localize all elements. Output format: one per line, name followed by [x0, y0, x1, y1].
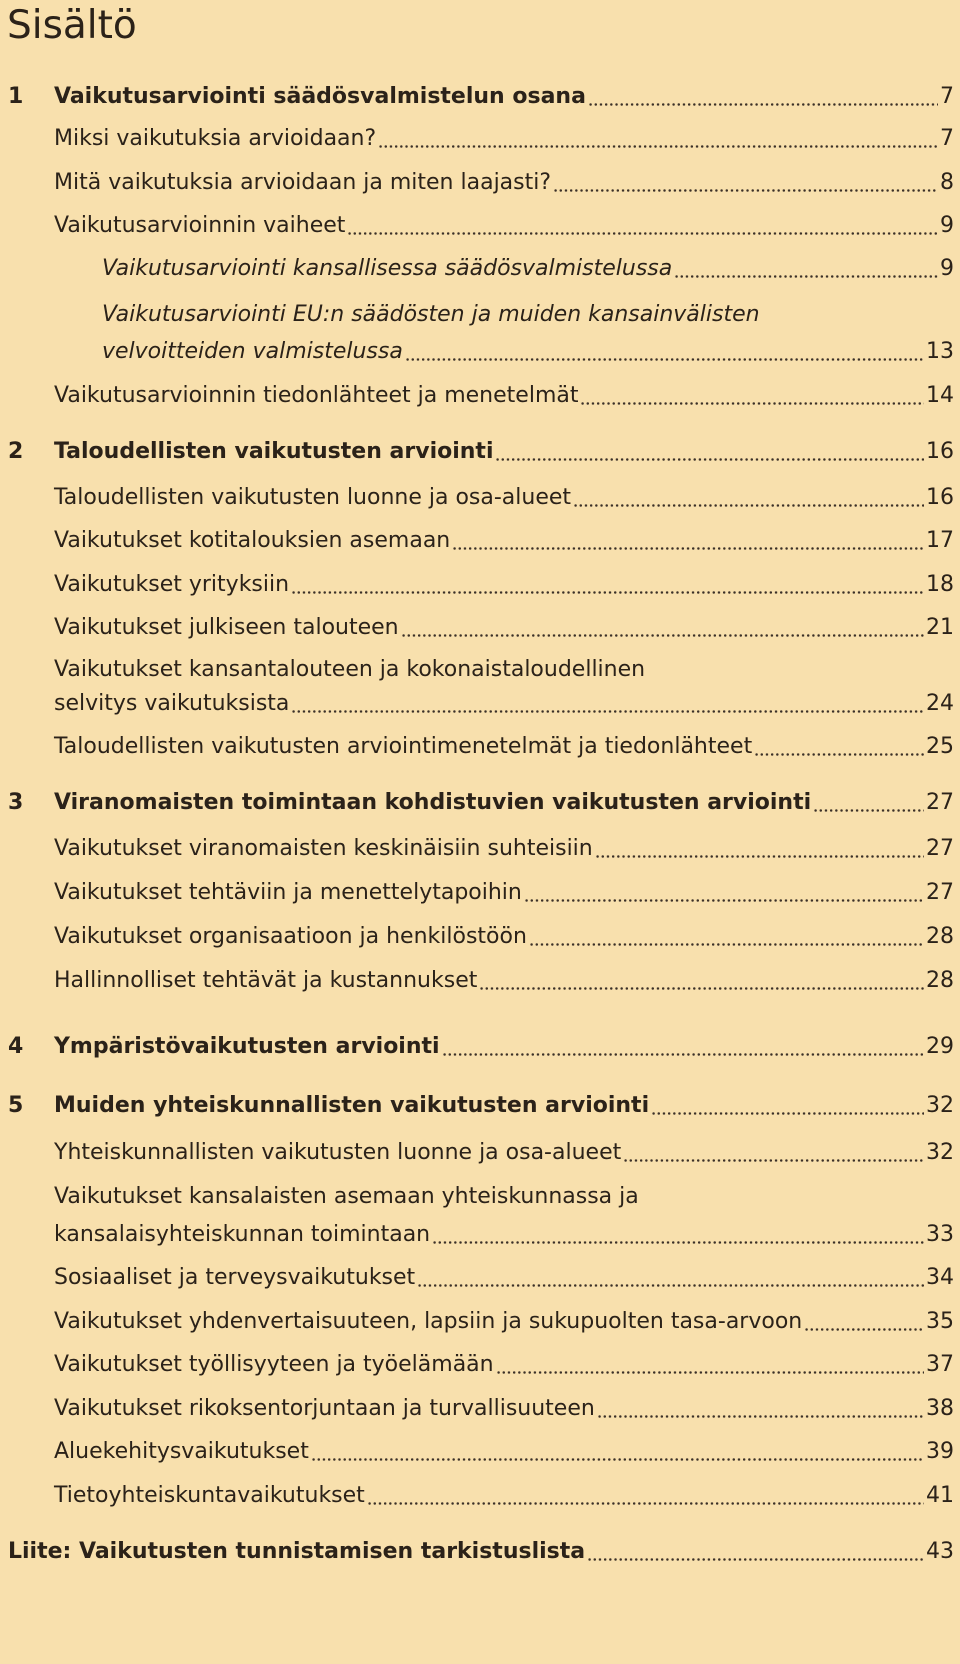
toc-entry-first-line: Vaikutusarviointi EU:n säädösten ja muiden kansainvälisten [102, 302, 760, 327]
toc-section-row[interactable] [0, 381, 960, 411]
dot-leader [347, 211, 938, 241]
toc-section-row[interactable] [0, 168, 960, 198]
dot-leader [597, 1394, 924, 1424]
dot-leader [573, 483, 924, 513]
toc-section-row[interactable] [0, 124, 960, 154]
dot-leader [553, 168, 938, 198]
toc-section-row[interactable] [0, 732, 960, 762]
toc-entry-title: Vaikutukset viranomaisten keskinäisiin suhteisiin [54, 836, 593, 861]
toc-section-row[interactable] [0, 1437, 960, 1467]
page-number: 27 [926, 790, 954, 815]
toc-entry-title: Taloudellisten vaikutusten arviointimenetelmät ja tiedonlähteet [54, 734, 753, 759]
toc-section-row[interactable] [0, 966, 960, 996]
toc-entry-title: Vaikutukset organisaatioon ja henkilöstöön [54, 924, 527, 949]
page-number: 9 [940, 256, 954, 281]
page-number: 43 [926, 1539, 954, 1564]
page-number: 13 [926, 339, 954, 364]
dot-leader [452, 526, 924, 556]
dot-leader [587, 1537, 924, 1567]
toc-entry-title: Aluekehitysvaikutukset [54, 1439, 309, 1464]
dot-leader [651, 1091, 924, 1121]
toc-entry-title: Ympäristövaikutusten arviointi [54, 1034, 440, 1059]
toc-section-row[interactable] [0, 1481, 960, 1511]
toc-section-row[interactable] [0, 1307, 960, 1337]
toc-chapter-row[interactable] [0, 1032, 960, 1062]
toc-entry-title: Tietoyhteiskuntavaikutukset [54, 1483, 365, 1508]
toc-entry-title: Vaikutukset yhdenvertaisuuteen, lapsiin ja sukupuolten tasa-arvoon [54, 1309, 803, 1334]
chapter-number: 5 [8, 1093, 24, 1118]
toc-entry-title: Viranomaisten toimintaan kohdistuvien vaikutusten arviointi [54, 790, 812, 815]
toc-entry-title: Taloudellisten vaikutusten luonne ja osa-alueet [54, 485, 572, 510]
toc-section-row[interactable] [0, 1220, 960, 1250]
toc-entry-title: Vaikutusarviointi kansallisessa säädösvalmistelussa [102, 256, 673, 281]
toc-entry-title: Yhteiskunnallisten vaikutusten luonne ja osa-alueet [54, 1140, 622, 1165]
page-number: 24 [926, 691, 954, 716]
page-number: 28 [926, 924, 954, 949]
page-number: 38 [926, 1396, 954, 1421]
toc-section-row[interactable] [0, 922, 960, 952]
toc-section-row[interactable] [0, 254, 960, 284]
page-number: 34 [926, 1265, 954, 1290]
page-number: 28 [926, 968, 954, 993]
page-number: 8 [940, 170, 954, 195]
chapter-number: 2 [8, 439, 24, 464]
toc-chapter-row[interactable] [0, 788, 960, 818]
dot-leader [479, 966, 924, 996]
page-number: 37 [926, 1352, 954, 1377]
dot-leader [588, 82, 938, 112]
toc-section-row[interactable] [0, 483, 960, 513]
chapter-number: 4 [8, 1034, 24, 1059]
page-number: 21 [926, 615, 954, 640]
dot-leader [291, 689, 924, 719]
dot-leader [291, 570, 924, 600]
page-number: 7 [940, 126, 954, 151]
page-number: 25 [926, 734, 954, 759]
toc-entry-title: Mitä vaikutuksia arvioidaan ja miten laajasti? [54, 170, 552, 195]
page-title: Sisältö [7, 3, 137, 48]
dot-leader [813, 788, 924, 818]
toc-entry-title: Vaikutukset kotitalouksien asemaan [54, 528, 451, 553]
toc-entry-title: selvitys vaikutuksista [54, 691, 290, 716]
page-number: 32 [926, 1140, 954, 1165]
toc-entry-first-line: Vaikutukset kansantalouteen ja kokonaistaloudellinen [54, 657, 646, 682]
toc-section-row[interactable] [0, 1350, 960, 1380]
toc-chapter-row[interactable] [0, 1091, 960, 1121]
dot-leader [401, 613, 924, 643]
toc-chapter-row[interactable] [0, 1537, 960, 1567]
dot-leader [378, 124, 938, 154]
dot-leader [754, 732, 924, 762]
toc-section-row[interactable] [0, 337, 960, 367]
toc-entry-title: Vaikutukset tehtäviin ja menettelytapoihin [54, 880, 522, 905]
toc-entry-title: Vaikutusarvioinnin vaiheet [54, 213, 346, 238]
toc-entry-first-line: Vaikutukset kansalaisten asemaan yhteiskunnassa ja [54, 1184, 639, 1209]
page-number: 32 [926, 1093, 954, 1118]
toc-entry-title: Miksi vaikutuksia arvioidaan? [54, 126, 377, 151]
toc-chapter-row[interactable] [0, 82, 960, 112]
dot-leader [405, 337, 924, 367]
dot-leader [495, 437, 924, 467]
dot-leader [432, 1220, 924, 1250]
dot-leader [623, 1138, 924, 1168]
page-number: 17 [926, 528, 954, 553]
page-number: 39 [926, 1439, 954, 1464]
toc-entry-title: Liite: Vaikutusten tunnistamisen tarkistuslista [8, 1539, 586, 1564]
toc-section-row[interactable] [0, 1263, 960, 1293]
toc-section-row[interactable] [0, 613, 960, 643]
dot-leader [580, 381, 924, 411]
chapter-number: 1 [8, 84, 24, 109]
dot-leader [804, 1307, 924, 1337]
page-number: 9 [940, 213, 954, 238]
toc-section-row[interactable] [0, 689, 960, 719]
dot-leader [442, 1032, 924, 1062]
page-number: 14 [926, 383, 954, 408]
page-number: 16 [926, 485, 954, 510]
toc-entry-title: Muiden yhteiskunnallisten vaikutusten arviointi [54, 1093, 650, 1118]
toc-section-row[interactable] [0, 570, 960, 600]
toc-entry-title: Vaikutukset julkiseen talouteen [54, 615, 399, 640]
dot-leader [496, 1350, 924, 1380]
toc-chapter-row[interactable] [0, 437, 960, 467]
toc-entry-title: Vaikutukset työllisyyteen ja työelämään [54, 1352, 494, 1377]
dot-leader [367, 1481, 924, 1511]
toc-entry-title: Taloudellisten vaikutusten arviointi [54, 439, 494, 464]
page-number: 29 [926, 1034, 954, 1059]
toc-section-row[interactable] [0, 211, 960, 241]
page-number: 41 [926, 1483, 954, 1508]
page-number: 35 [926, 1309, 954, 1334]
chapter-number: 3 [8, 790, 24, 815]
toc-section-row[interactable] [0, 1138, 960, 1168]
page-number: 33 [926, 1222, 954, 1247]
page-number: 7 [940, 84, 954, 109]
toc-entry-title: Vaikutusarviointi säädösvalmistelun osana [54, 84, 586, 109]
dot-leader [311, 1437, 924, 1467]
page-number: 27 [926, 880, 954, 905]
toc-entry-title: Hallinnolliset tehtävät ja kustannukset [54, 968, 478, 993]
toc-entry-title: kansalaisyhteiskunnan toimintaan [54, 1222, 431, 1247]
toc-entry-title: Vaikutukset yrityksiin [54, 572, 290, 597]
toc-entry-title: Sosiaaliset ja terveysvaikutukset [54, 1265, 416, 1290]
dot-leader [524, 878, 924, 908]
toc-entry-title: Vaikutukset rikoksentorjuntaan ja turvallisuuteen [54, 1396, 595, 1421]
toc-entry-title: velvoitteiden valmistelussa [102, 339, 403, 364]
toc-section-row[interactable] [0, 1394, 960, 1424]
dot-leader [595, 834, 924, 864]
toc-section-row[interactable] [0, 878, 960, 908]
toc-section-row[interactable] [0, 834, 960, 864]
page-number: 27 [926, 836, 954, 861]
page-number: 18 [926, 572, 954, 597]
toc-entry-title: Vaikutusarvioinnin tiedonlähteet ja menetelmät [54, 383, 579, 408]
toc-section-row[interactable] [0, 526, 960, 556]
dot-leader [529, 922, 924, 952]
page-number: 16 [926, 439, 954, 464]
dot-leader [417, 1263, 924, 1293]
dot-leader [674, 254, 938, 284]
